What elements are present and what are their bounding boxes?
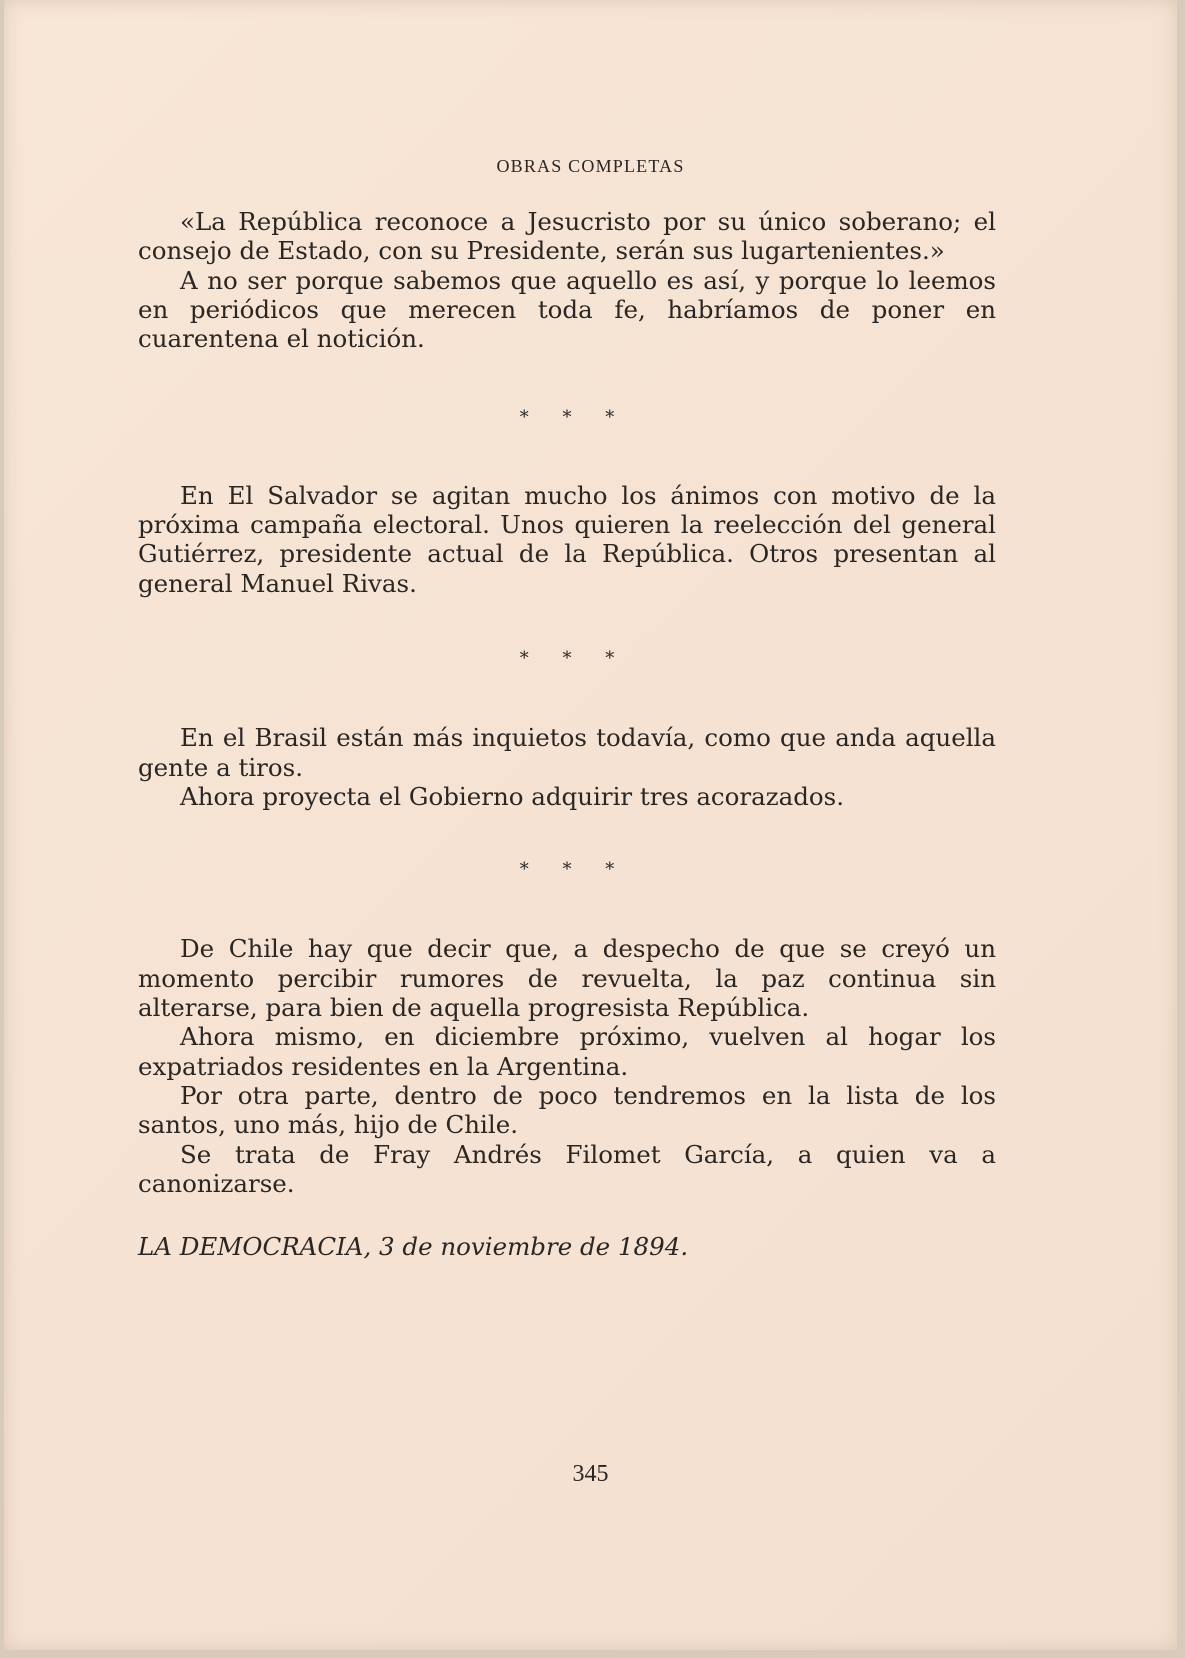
page-body [138, 207, 996, 1261]
paragraph: En El Salvador se agitan mucho los ánimos con motivo de la próxima campaña electoral. Unos quieren la reelección del general Gutiérrez, presidente actual de la República. Otros presentan al general Manuel Rivas. [138, 480, 996, 598]
paragraph: Por otra parte, dentro de poco tendremos en la lista de los santos, uno más, hijo de Chile. [138, 1080, 996, 1140]
paragraph: Ahora proyecta el Gobierno adquirir tres acorazados. [180, 781, 845, 811]
source-signature: LA DEMOCRACIA, 3 de noviembre de 1894. [138, 1232, 689, 1262]
paragraph: Ahora mismo, en diciembre próximo, vuelven al hogar los expatriados residentes en la Argentina. [138, 1022, 996, 1081]
section-separator: * * * [519, 407, 629, 429]
paragraph: Se trata de Fray Andrés Filomet García, a quien va a canonizarse. [138, 1139, 996, 1198]
section-separator: * * * [519, 859, 629, 881]
paragraph: De Chile hay que decir que, a despecho de que se creyó un momento percibir rumores de revuelta, la paz continua sin alterarse, para bien de aquella progresista República. [138, 934, 996, 1023]
running-head: OBRAS COMPLETAS [496, 156, 685, 176]
book-page [4, 0, 1177, 1650]
paragraph: «La República reconoce a Jesucristo por su único soberano; el consejo de Estado, con su Presidente, serán sus lugartenientes.» [138, 207, 996, 266]
section-separator: * * * [519, 647, 629, 669]
page-number: 345 [572, 1461, 609, 1487]
paragraph: A no ser porque sabemos que aquello es así, y porque lo leemos en periódicos que merecen toda fe, habríamos de poner en cuarentena el notición. [138, 265, 996, 354]
paragraph: En el Brasil están más inquietos todavía, como que anda aquella gente a tiros. [138, 723, 996, 782]
